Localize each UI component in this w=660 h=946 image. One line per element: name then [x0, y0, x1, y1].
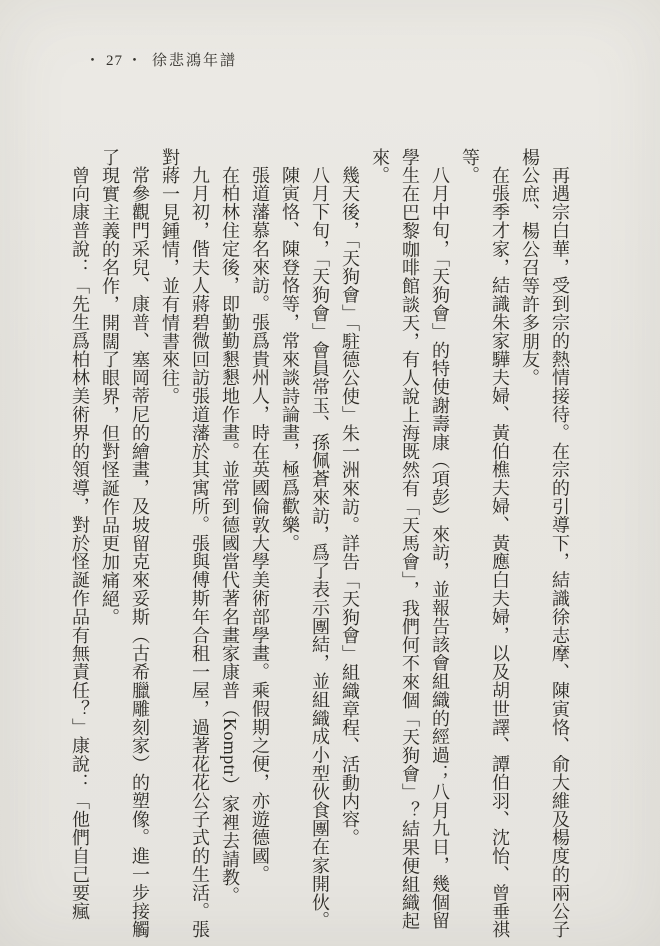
text-column: 對蔣一見鍾情，並有情書來往。: [160, 148, 180, 406]
text-column: 曾向康普說：「先生爲柏林美術界的領導，對於怪誕作品有無責任？」康說：「他們自己要瘋: [70, 166, 90, 921]
text-column: 來。: [370, 148, 390, 185]
text-column: 八月下旬，「天狗會」會員常玉、孫佩蒼來訪，爲了表示團結，並組織成小型伙食團在家開伙。: [310, 166, 330, 930]
text-column: 學生在巴黎咖啡館談天，有人說上海既然有「天馬會」，我們何不來個「天狗會」？結果便組織起: [400, 148, 420, 931]
text-column: 等。: [460, 148, 480, 185]
page-number: 27: [106, 53, 124, 69]
text-column: 幾天後，「天狗會」「駐德公使」朱一洲來訪。詳告「天狗會」組織章程、活動内容。: [340, 166, 360, 848]
running-head: [85, 49, 237, 70]
text-column: 楊公庶、楊公召等許多朋友。: [520, 148, 540, 388]
book-title: 徐悲鴻年譜: [152, 53, 238, 69]
text-column: 九月初，偕夫人蔣碧微回訪張道藩於其寓所。張與傅斯年合租一屋，過著花花公子式的生活。張: [190, 166, 210, 939]
header-dot-right: ・: [127, 53, 145, 69]
header-dot-left: ・: [85, 53, 103, 69]
text-column: 張道藩慕名來訪。張爲貴州人，時在英國倫敦大學美術部學畫。乘假期之便，亦遊德國。: [250, 166, 270, 884]
text-column: 常參觀門采兒、康普、塞岡蒂尼的繪畫，及坡留克來妥斯（古希臘雕刻家）的塑像。進一步接觸: [130, 166, 150, 939]
text-column: 在柏林住定後，即勤勤懇懇地作畫。並常到德國當代著名畫家康普（Komptr）家裡去請教。: [220, 166, 240, 906]
text-column: 陳寅恪、陳登恪等，常來談詩論畫，極爲歡樂。: [280, 166, 300, 553]
vertical-text-body: [65, 148, 575, 944]
text-column: 再遇宗白華，受到宗的熱情接待。在宗的引導下，結識徐志摩、陳寅恪、俞大維及楊度的兩公子: [550, 166, 570, 939]
text-column: 了現實主義的名作，開闊了眼界，但對怪誕作品更加痛絕。: [100, 148, 120, 627]
text-column: 在張季才家，結識朱家驊夫婦、黃伯樵夫婦、黃應白夫婦，以及胡世譯、譚伯羽、沈怡、曾垂祺: [490, 166, 510, 939]
text-column: 八月中旬，「天狗會」的特使謝壽康（項彭）來訪，並報告該會組織的經過；八月九日，幾個留: [430, 166, 450, 930]
